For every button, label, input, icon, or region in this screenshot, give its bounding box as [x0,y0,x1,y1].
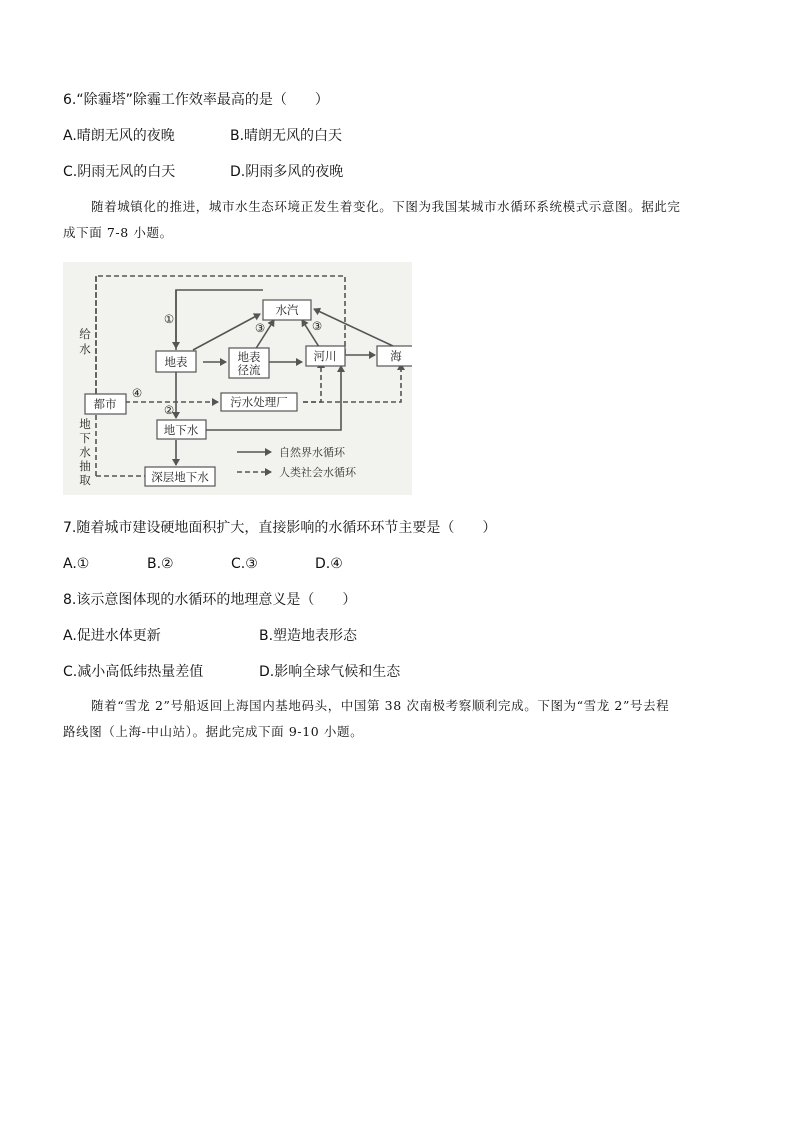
marker-3a: ③ [254,321,266,335]
q7-option-a: A.① [63,556,90,572]
box-groundwater [157,420,206,439]
water-cycle-diagram [63,262,412,495]
extraction-label-char-3: 水 [79,445,91,459]
legend-natural-label: 自然界水循环 [279,446,345,459]
marker-1: ① [163,312,175,326]
box-sea [377,346,412,366]
box-river-label: 河川 [313,349,337,363]
box-vapor [263,300,311,320]
box-sewage [221,393,297,411]
box-vapor-label: 水汽 [275,303,299,317]
box-surface-label: 地表 [164,355,188,369]
box-city-label: 都市 [93,397,117,411]
q8-option-b: B.塑造地表形态 [259,628,358,644]
supply-label-char-1: 给 [79,327,91,341]
q8-option-d: D.影响全球气候和生态 [259,664,401,680]
q7-stem: 7.随着城市建设硬地面积扩大，直接影响的水循环环节主要是（ ） [63,520,497,536]
box-groundwater-label: 地下水 [163,423,199,437]
q6-option-b: B.晴朗无风的白天 [230,128,343,144]
supply-label-char-2: 水 [79,342,91,356]
legend-human-label: 人类社会水循环 [279,466,356,479]
box-surface [156,351,196,372]
passage1-line1: 随着城镇化的推进，城市水生态环境正发生着变化。下图为我国某城市水循环系统模式示意图。据此完 [91,199,681,214]
q8-stem: 8.该示意图体现的水循环的地理意义是（ ） [63,592,357,608]
passage2-line2: 路线图（上海-中山站）。据此完成下面 9-10 小题。 [63,724,364,739]
box-runoff [229,348,269,378]
box-sewage-label: 污水处理厂 [230,395,288,409]
q8-option-c: C.减小高低纬热量差值 [63,664,204,680]
extraction-label-char-4: 抽 [79,459,91,473]
extraction-label-char-1: 地 [79,417,91,431]
passage2-line1: 随着“雪龙 2”号船返回上海国内基地码头，中国第 38 次南极考察顺利完成。下图为“雪龙 2”号去程 [91,698,670,713]
extraction-label-char-5: 取 [79,473,91,487]
marker-3b: ③ [311,319,323,333]
box-runoff-label-2: 径流 [237,363,261,377]
box-river [306,346,345,366]
extraction-label-char-2: 下 [79,431,91,445]
q6-stem: 6.“除霾塔”除霾工作效率最高的是（ ） [63,92,329,108]
q6-option-c: C.阴雨无风的白天 [63,164,176,180]
marker-4: ④ [131,386,143,400]
q7-option-b: B.② [147,556,174,572]
q6-option-d: D.阴雨多风的夜晚 [230,164,344,180]
marker-2: ② [163,403,175,417]
q8-option-a: A.促进水体更新 [63,628,161,644]
box-runoff-label-1: 地表 [237,350,261,364]
box-deep-groundwater-label: 深层地下水 [151,470,209,484]
box-sea-label: 海 [390,349,402,363]
passage1-line2: 成下面 7-8 小题。 [63,225,173,240]
q6-option-a: A.晴朗无风的夜晚 [63,128,175,144]
q7-option-d: D.④ [315,556,343,572]
q7-option-c: C.③ [231,556,258,572]
box-deep-groundwater [145,467,215,486]
box-city [85,394,126,414]
